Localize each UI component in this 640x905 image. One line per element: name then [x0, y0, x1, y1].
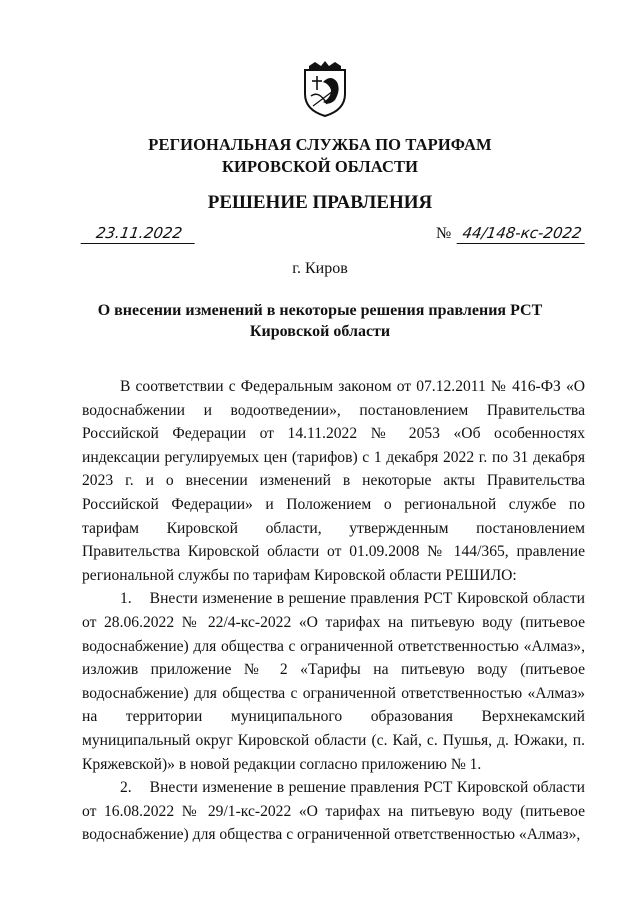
organization-name-line-1: РЕГИОНАЛЬНАЯ СЛУЖБА ПО ТАРИФАМ	[148, 135, 492, 154]
document-subject: О внесении изменений в некоторые решения правления РСТ Кировской области	[97, 302, 543, 340]
organization-name-line-2: КИРОВСКОЙ ОБЛАСТИ	[221, 157, 419, 176]
item-2-paragraph: 2. Внести изменение в решение правления РСТ Кировской области от 16.08.2022 № 29/1-кс-2022 «О тарифах на питьевую воду (питьевое водоснабжение) для общества с ограниченной ответственностью «Алмаз»,	[82, 779, 585, 844]
kirov-region-coat-of-arms-icon	[301, 60, 349, 118]
number-sign: №	[436, 225, 452, 242]
document-date: 23.11.2022	[81, 224, 198, 244]
document-body	[82, 375, 585, 847]
document-number: 44/148-кс-2022	[457, 224, 588, 244]
item-1-paragraph: 1. Внести изменение в решение правления РСТ Кировской области от 28.06.2022 № 22/4-кс-2022 «О тарифах на питьевую воду (питьевое водоснабжение) для общества с ограниченной ответственностью «Алмаз», изложив приложение № 2 «Тарифы на питьевую воду (питьевое водоснабжение) для общества с ограниченной ответственностью «Алмаз» на территории муниципального образования Верхнекамский муниципальный округ Кировской области (с. Кай, с. Пушья, д. Южаки, п. Кряжевской)» в новой редакции согласно приложению № 1.	[82, 590, 585, 773]
document-type-title: РЕШЕНИЕ ПРАВЛЕНИЯ	[207, 192, 433, 213]
preamble-paragraph: В соответствии с Федеральным законом от 07.12.2011 № 416-ФЗ «О водоснабжении и водоотведении», постановлением Правительства Российской Федерации от 14.11.2022 № 2053 «Об особенностях индексации регулируемых цен (тарифов) с 1 декабря 2022 г. по 31 декабря 2023 г. и о внесении изменений в некоторые акты Правительства Российской Федерации» и Положением о региональной службе по тарифам Кировской области, утвержденным постановлением Правительства Кировской области от 01.09.2008 № 144/365, правление региональной службы по тарифам Кировской области РЕШИЛО:	[82, 378, 585, 584]
city: г. Киров	[292, 260, 348, 277]
